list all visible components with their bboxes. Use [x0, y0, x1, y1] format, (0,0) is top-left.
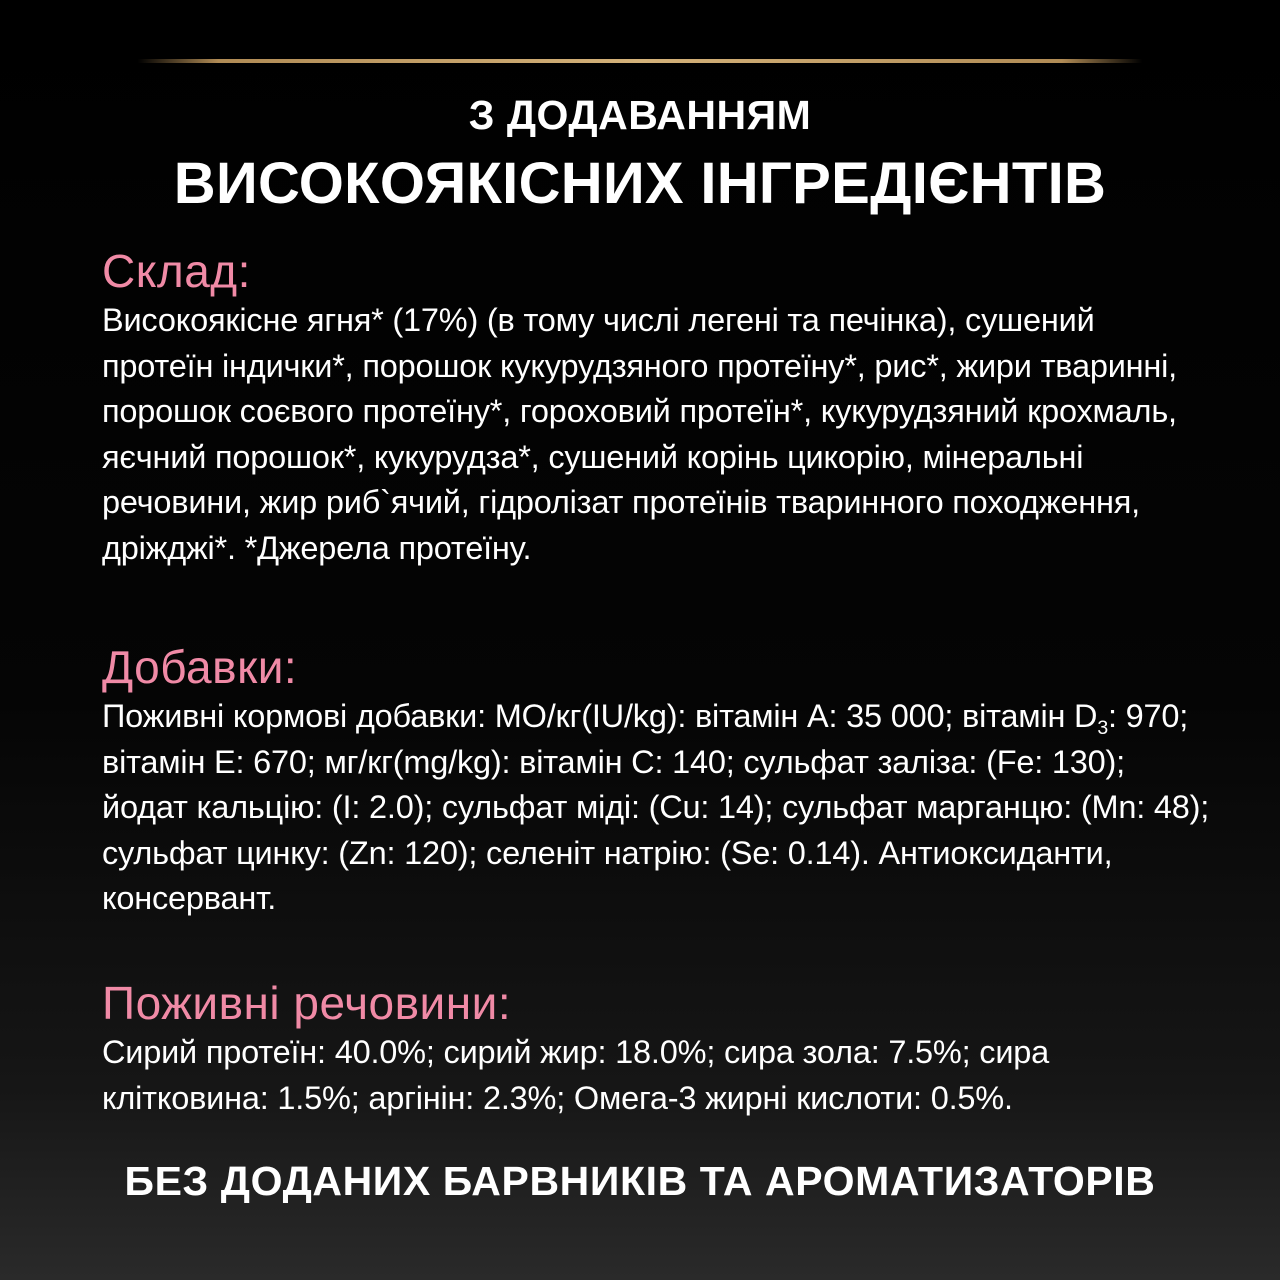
additives-text-subscript: 3 — [1097, 716, 1108, 739]
nutrients-section — [102, 976, 1212, 1121]
additives-section — [102, 640, 1212, 922]
headline-subtitle: З ДОДАВАННЯМ — [468, 92, 812, 138]
composition-section — [102, 244, 1212, 571]
composition-title: Склад: — [102, 245, 251, 297]
nutrients-title: Поживні речовини: — [102, 977, 512, 1029]
additives-text — [102, 694, 1212, 922]
footer-claim: БЕЗ ДОДАНИХ БАРВНИКІВ ТА АРОМАТИЗАТОРІВ — [124, 1158, 1156, 1204]
additives-text-part1: Поживні кормові добавки: МО/кг(IU/kg): вітамін А: 35 000; вітамін D — [102, 698, 1098, 734]
headline-title: ВИСОКОЯКІСНИХ ІНГРЕДІЄНТІВ — [173, 151, 1107, 216]
gold-divider-line — [138, 59, 1142, 63]
additives-title: Добавки: — [102, 641, 298, 693]
nutrients-text: Сирий протеїн: 40.0%; сирий жир: 18.0%; сира зола: 7.5%; сира клітковина: 1.5%; аргінін: 2.3%; Омега-3 жирні кислоти: 0.5%. — [102, 1034, 1050, 1116]
additives-text-part2: : 970; вітамін Е: 670; мг/кг(mg/kg): вітамін С: 140; сульфат заліза: (Fe: 130); йодат кальцію: (I: 2.0); сульфат міді: (Cu: 14); сульфат марганцю: (Mn: 48); сульфат цинку: (Zn: 120); селеніт натрію: (Se: 0.14). Антиоксиданти, консервант. — [102, 698, 1210, 916]
composition-text: Високоякісне ягня* (17%) (в тому числі легені та печінка), сушений протеїн індички*, порошок кукурудзяного протеїну*, рис*, жири тваринні, порошок соєвого протеїну*, гороховий протеїн*, кукурудзяний крохмаль, яєчний порошок*, кукурудза*, сушений корінь цикорію, мінеральні речовини, жир риб`ячий, гідролізат протеїнів тваринного походження, дріжджі*. *Джерела протеїну. — [102, 302, 1178, 566]
